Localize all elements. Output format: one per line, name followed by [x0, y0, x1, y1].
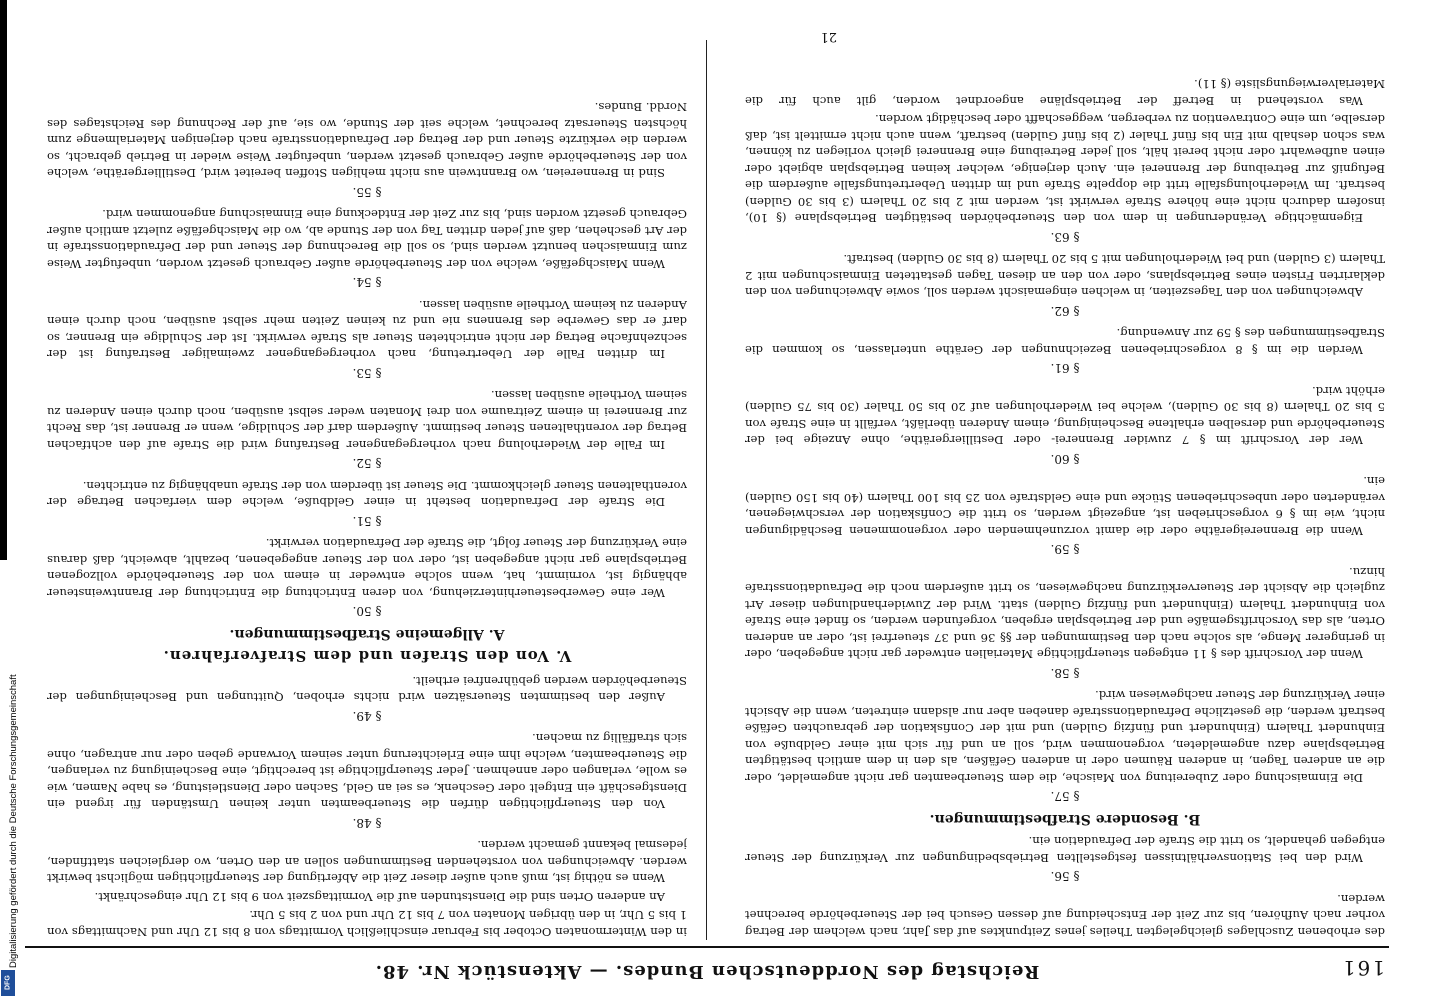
- dfg-logo: DFG: [1, 970, 15, 996]
- body-paragraph: Die Einmaischung oder Zubereitung von Maische, die dem Steuerbeamten gar nicht angemeldet, oder die an anderen Tagen, in anderen Räumen oder in anderen Gefäßen, als den in dem amtlich bestätigten Betriebsplane dazu angemeldeten, vorgenommen wird, soll an und für sich mit einer Geldbuße von Einhundert Thalern (Einhundert und fünfzig Gulden) und mit der Confiskation der gebrauchten Gefäße bestraft werden, die gesetzliche Defraudationsstrafe daneben aber nur alsdann eintreten, wenn die Absicht einer Verkürzung der Steuer nachgewiesen wird.: [745, 688, 1385, 785]
- left-column: [745, 50, 1385, 940]
- body-paragraph: Werden die im § 8 vorgeschriebenen Bezeichnungen der Geräthe unterlassen, so kommen die Strafbestimmungen des § 59 zur Anwendung.: [745, 326, 1385, 357]
- paragraph-number: § 59.: [1050, 542, 1080, 557]
- running-head: Reichstag des Norddeutschen Bundes. — Aktenstück Nr. 48.: [374, 961, 1040, 982]
- right-column: [47, 50, 687, 940]
- column-divider: [706, 40, 707, 940]
- body-paragraph: Die Strafe der Defraudation besteht in einer Geldbuße, welche dem vierfachen Betrage der vorenthaltenen Steuer gleichkommt. Die Steuer ist überdem von der Strafe unabhängig zu entrichten.: [47, 479, 687, 510]
- body-paragraph: Wer der Vorschrift im § 7 zuwider Brennerei- oder Destilliergeräthe, ohne Anzeige bei der Steuerbehörde und derselben erhaltene Bescheinigung, einem Anderen überläßt, verfällt in eine Strafe von 5 bis 20 Thalern (8 bis 30 Gulden), welche bei Wiederholungen auf 20 bis 50 Thaler (30 bis 75 Gulden) erhöht wird.: [745, 384, 1385, 448]
- body-paragraph: in den Wintermonaten October bis Februar einschließlich Vormittags von 8 bis 12 Uhr und Nachmittags von 1 bis 5 Uhr, in den übrigen Monaten von 7 bis 12 Uhr und von 2 bis 5 Uhr.: [47, 908, 687, 939]
- body-paragraph: Wer eine Gewerbesteuerhinterziehung, von deren Entrichtung die Entrichtung der Branntweinsteuer abhängig ist, vornimmt, hat, wenn solche entweder in einem von der Steuerbehörde vollzogenen Betriebsplane gar nicht angegeben ist, oder von der Steuer angegebenen, bezahlt, abweicht, daß daraus eine Verkürzung der Steuer folgt, die Strafe der Defraudation verwirkt.: [47, 536, 687, 600]
- paragraph-number: § 54.: [352, 275, 382, 290]
- paragraph-number: § 56.: [1050, 869, 1080, 884]
- paragraph-number: § 57.: [1050, 789, 1080, 804]
- digitization-note: Digitalisierung gefördert durch die Deutsche Forschungsgemeinschaft: [8, 674, 19, 968]
- signature-mark: 21: [820, 29, 837, 44]
- body-paragraph: Wird den bei Stationsverhältnissen festgestellten Betriebsbedingungen zur Verkürzung der Steuer entgegen gehandelt, so tritt die Strafe der Defraudation ein.: [745, 834, 1385, 865]
- paragraph-number: § 52.: [352, 456, 382, 471]
- body-paragraph: Eigenmächtige Veränderungen in dem von den Steuerbehörden bestätigten Betriebsplane (§ 10), insofern dadurch nicht eine höhere Strafe verwirkt ist, werden mit 2 bis 20 Thalern (3 bis 30 Gulden) bestraft. Im Wiederholungsfalle tritt die doppelte Strafe und im dritten Uebertretungsfalle außerdem die Befugniß zur Betreibung der Brennerei ein. Auch derjenige, welcher keinen Betriebsplan abgiebt oder einen aufbewahrt oder nicht bereit hält, soll jeder Betreibung eine Brennerei gleich vorliegen zu können, was schon deshalb mit Ein bis fünf Thaler (2 bis fünf Gulden) bestraft, wenn auch nicht ermittelt ist, daß derselbe, um eine Contravention zu verbergen, weggeschafft oder beschädigt worden.: [745, 112, 1385, 226]
- paragraph-number: § 53.: [352, 366, 382, 380]
- body-paragraph: Wenn Maischgefäße, welche von der Steuerbehörde außer Gebrauch gesetzt worden, unbefugter Weise zum Einmaischen benutzt werden sind, so soll die Berechnung der Steuer und der Defraudationsstrafe in der Art geschehen, daß auf jeden dritten Tag von der Stunde ab, wo die Maischgefäße zuletzt amtlich außer Gebrauch gesetzt worden sind, bis zur Zeit der Entdeckung eine Einmaischung angenommen wird.: [47, 207, 687, 271]
- body-paragraph: Abweichungen von den Tageszeiten, in welchen eingemaischt werden soll, sowie Abweichungen von den deklarirten Fristen eines Betriebsplans, oder von den an diesen Tagen gestatteten Einmaischungen mit 2 Thalern (3 Gulden) und bei Wiederholungen mit 5 bis 20 Thalern (8 bis 30 Gulden) bestraft.: [745, 252, 1385, 300]
- paragraph-number: § 61.: [1050, 361, 1080, 376]
- body-paragraph: An anderen Orten sind die Dienststunden auf die Vormittagszeit von 9 bis 12 Uhr eingeschränkt.: [94, 890, 665, 904]
- body-paragraph: Im dritten Falle der Uebertretung, nach vorhergegangener zweimaliger Bestrafung ist der sechzehnfache Betrag der nicht entrichteten Steuer als Strafe verwirkt. Ist der Schuldige ein Brenner, so darf er das Gewerbe des Brennens nie und zu keinen Zeiten mehr selbst ausüben, noch durch einen Anderen zu keinem Vortheile ausüben lassen.: [47, 298, 687, 362]
- body-paragraph: Außer den bestimmten Steuersätzen wird nichts erhoben, Quittungen und Bescheinigungen der Steuerbehörden werden gebührenfrei ertheilt.: [47, 674, 687, 705]
- section-heading: V. Von den Strafen und dem Strafverfahren.: [162, 647, 572, 666]
- paragraph-number: § 62.: [1050, 304, 1080, 318]
- paragraph-number: § 63.: [1050, 230, 1080, 244]
- header-rule: [25, 946, 1389, 948]
- page-frame: [17, 28, 1397, 988]
- body-paragraph: Im Falle der Wiederholung nach vorhergegangener Bestrafung wird die Strafe auf den achtfachen Betrag der vorenthaltenen Steuer bestimmt. Außerdem darf der Schuldige, wenn er Brenner ist, das Recht zur Brennerei in einem Zeitraume von drei Monaten weder selbst ausüben, noch durch einen Anderen zu seinem Vortheile ausüben lassen.: [47, 388, 687, 452]
- body-paragraph: des erhobenen Zuschlages gleichgelegten Theiles jenes Zeitpunktes auf das Jahr, nach welchem der Betrag vorher nach Aufhören, bis zur Zeit der Entscheidung auf dessen Gesuch bei der Steuerbehörde berechnet werden.: [745, 892, 1385, 939]
- body-paragraph: Wenn die Brennereigeräthe oder die damit vorzunehmenden oder vorgenommenen Beschädigungen nicht, wie im § 6 vorgeschrieben ist, angezeigt werden, so tritt die Confiskation der verschwiegenen, veränderten oder unbeschriebenen Stücke und eine Geldstrafe von 25 bis 100 Thalern (40 bis 150 Gulden) ein.: [745, 474, 1385, 538]
- paragraph-number: § 49.: [352, 709, 382, 723]
- paragraph-number: § 55.: [352, 185, 382, 199]
- subsection-heading: B. Besondere Strafbestimmungen.: [929, 811, 1201, 827]
- paragraph-number: § 58.: [1050, 666, 1080, 680]
- paragraph-number: § 51.: [352, 514, 382, 528]
- body-paragraph: Was vorstehend in Betreff der Betriebspläne angeordnet worden, gilt auch für die Materialverwiegungsliste (§ 11).: [745, 77, 1385, 108]
- page-number: 161: [1340, 956, 1385, 980]
- subsection-heading: A. Allgemeine Strafbestimmungen.: [229, 626, 505, 642]
- body-paragraph: Wenn es nöthig ist, muß auch außer dieser Zeit die Abfertigung der Steuerpflichtigen möglichst bewirkt werden. Abweichungen von vorstehenden Bestimmungen sollen an den Orten, wo dergleichen stattfinden, jedesmal bekannt gemacht werden.: [47, 838, 687, 886]
- body-paragraph: Sind in Brennereien, wo Branntwein aus nicht mehligen Stoffen bereitet wird, Destilliergeräthe, welche von der Steuerbehörde außer Gebrauch gesetzt werden, unbefugter Weise wieder in Betrieb gebracht, so werden die verkürzte Steuer und der Betrag der Defraudationsstrafe nach derjenigen Materialmenge zum höchsten Steuersatz berechnet, welche seit der Stunde, wo sie, auf der Rechnung des Reichstages des Nordd. Bundes.: [47, 100, 687, 181]
- body-paragraph: Von den Steuerpflichtigen dürfen die Steuerbeamten unter keinen Umständen für irgend ein Dienstgeschäft ein Entgelt oder Geschenk, es sei an Geld, Sachen oder Dienstleistung, es habe Namen, wie es wolle, verlangen oder annehmen. Jeder Steuerpflichtige ist berechtigt, eine Bescheinigung zu verlangen, die Steuerbeamten, welche ihm eine Erleichterung unter seinem Vorwande geben oder nur antragen, ohne sich straffällig zu machen.: [47, 731, 687, 812]
- paragraph-number: § 48.: [352, 816, 382, 830]
- paragraph-number: § 50.: [352, 604, 382, 619]
- body-paragraph: Wenn der Vorschrift des § 11 entgegen steuerpflichtige Materialien entweder gar nicht angegeben, oder in geringerer Menge, als solche nach den Bestimmungen der §§ 36 und 37 steuerfrei ist, oder an anderen Orten, als das Vorschriftsgemäße und der Betriebsplan ergeben, vorgefunden werden, so findet eine Strafe von Einhundert Thalern (Einhundert und fünfzig Gulden) statt. Wird der Zuwiderhandlungen dieser Art zugleich die Absicht der Steuerverkürzung nachgewiesen, so tritt außerdem noch die Defraudationsstrafe hinzu.: [745, 565, 1385, 662]
- paragraph-number: § 60.: [1050, 452, 1080, 466]
- scan-edge-bar: [0, 0, 7, 560]
